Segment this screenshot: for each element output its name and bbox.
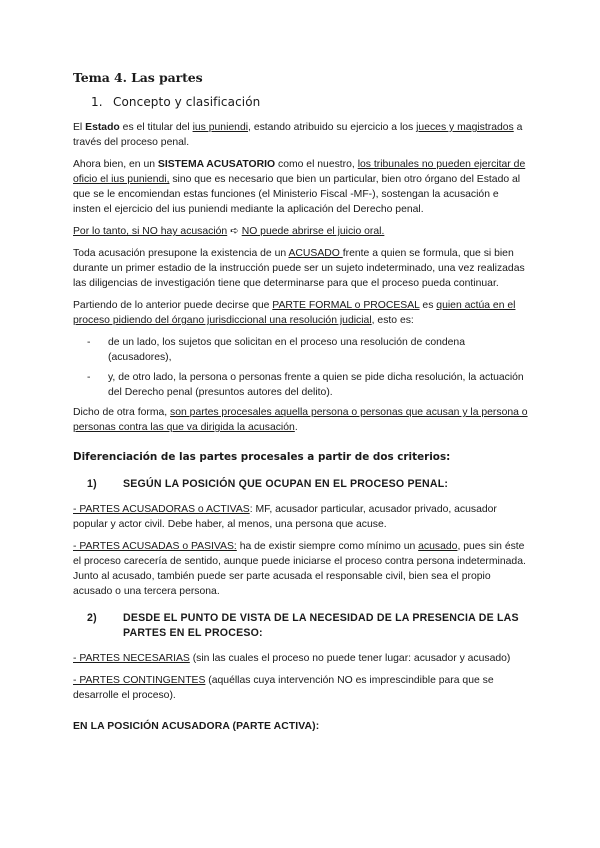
criterion-1-heading [87,477,529,492]
underlined-phrase: quien actúa en el proceso pidiendo del órgano jurisdiccional una resolución judicial [73,300,516,326]
text-run: a través del proceso penal. [73,122,523,148]
term-partes-acusadoras: - PARTES ACUSADORAS o ACTIVAS [73,504,250,515]
paragraph-definition [73,405,529,435]
term-partes-contingentes: - PARTES CONTINGENTES [73,675,206,686]
text-run: , esto es: [371,315,414,326]
term-partes-acusadas: - PARTES ACUSADAS o PASIVAS: [73,541,237,552]
dash-marker: - [87,337,91,348]
list-item-text: y, de otro lado, la persona o personas frente a quien se pide dicha resolución, la actuación del Derecho penal (presuntos autores del delito). [108,372,524,398]
list-item [73,370,529,400]
list-item [73,335,529,365]
section-subheading-acusadora: EN LA POSICIÓN ACUSADORA (PARTE ACTIVA): [73,721,320,732]
criteria-heading: Diferenciación de las partes procesales a partir de dos criterios: [73,451,451,463]
section-number: 1. [91,95,103,109]
text-run: es el titular del [119,122,193,133]
criterion-2-heading [87,611,529,641]
text-run: : MF, acusador particular, acusador privado, acusador popular y actor civil. Debe haber, al menos, una persona que acuse. [73,504,497,530]
paragraph-acusado [73,246,529,291]
section-title: Concepto y clasificación [113,95,261,109]
underlined-phrase: son partes procesales aquella persona o personas que acusan y la persona o personas contra las que va dirigida la acusación [73,407,528,433]
text-run: El [73,122,86,133]
paragraph-sistema-acusatorio [73,157,529,217]
term-sistema-acusatorio: SISTEMA ACUSATORIO [157,159,276,170]
term-acusado: ACUSADO [288,248,343,259]
text-run: Partiendo de lo anterior puede decirse que [73,300,273,311]
criterion-title: DESDE EL PUNTO DE VISTA DE LA NECESIDAD DE LA PRESENCIA DE LAS PARTES EN EL PROCESO: [123,612,519,639]
text-run: , pues sin éste el proceso carecería de sentido, aunque puede iniciarse el proceso contra persona indeterminada. Junto al acusado, también puede ser parte acusada el responsable civil, bien sea el propio acusado o una tercera persona. [73,541,526,597]
term-partes-necesarias: - PARTES NECESARIAS [73,653,190,664]
term-ius-puniendi: ius puniendi [192,122,249,133]
section-heading [91,95,529,110]
text-run: como el nuestro, [275,159,358,170]
text-run: Dicho de otra forma, [73,407,171,418]
text-run: sino que es necesario que bien un particular, bien otro órgano del Estado al que se le encomiendan estas funciones (el Ministerio Fiscal -MF-), sostengan la acusación e insten el ejercicio del ius puniendi mediante la aplicación del Derecho penal. [73,174,521,215]
paragraph-conclusion [73,224,529,239]
paragraph-partes-acusadas [73,539,529,599]
text-run: Ahora bien, en un [73,159,158,170]
text-run: , estando atribuido su ejercicio a los [248,122,417,133]
term-jueces-magistrados: jueces y magistrados [416,122,514,133]
paragraph-partes-contingentes [73,673,529,703]
document-body [73,70,529,734]
term-acusado: acusado [418,541,458,552]
text-run: frente a quien se formula, que si bien durante un primer estadio de la instrucción puede ser un sujeto indeterminado, una vez realizadas las diligencias de investigación tiene que determinarse para que el proceso pueda continuar. [73,248,525,289]
paragraph-partes-necesarias [73,651,529,666]
paragraph-partes-acusadoras [73,502,529,532]
criterion-number: 1) [87,478,97,490]
underlined-phrase: Por lo tanto, si NO hay acusación [73,226,228,237]
text-run: (sin las cuales el proceso no puede tener lugar: acusador y acusado) [189,653,511,664]
dash-list [73,335,529,400]
page-title: Tema 4. Las partes [73,70,203,85]
text-run: es [419,300,437,311]
text-run: (aquéllas cuya intervención NO es imprescindible para que se desarrolle el proceso). [73,675,494,701]
list-item-text: de un lado, los sujetos que solicitan en el proceso una resolución de condena (acusadores), [108,337,465,363]
criterion-title: SEGÚN LA POSICIÓN QUE OCUPAN EN EL PROCESO PENAL: [123,478,449,490]
dash-marker: - [87,372,91,383]
underlined-phrase: los tribunales no pueden ejercitar de oficio el ius puniendi, [73,159,526,185]
term-parte-formal: PARTE FORMAL o PROCESAL [272,300,420,311]
text-run: . [294,422,298,433]
text-run: ha de existir siempre como mínimo un [236,541,419,552]
text-run: Toda acusación presupone la existencia de un [73,248,289,259]
underlined-phrase: NO puede abrirse el juicio oral. [241,226,385,237]
arrow-icon: ➪ [227,226,242,237]
paragraph-parte-formal [73,298,529,328]
criterion-number: 2) [87,612,97,624]
paragraph-estado [73,120,529,150]
term-estado: Estado [85,122,120,133]
